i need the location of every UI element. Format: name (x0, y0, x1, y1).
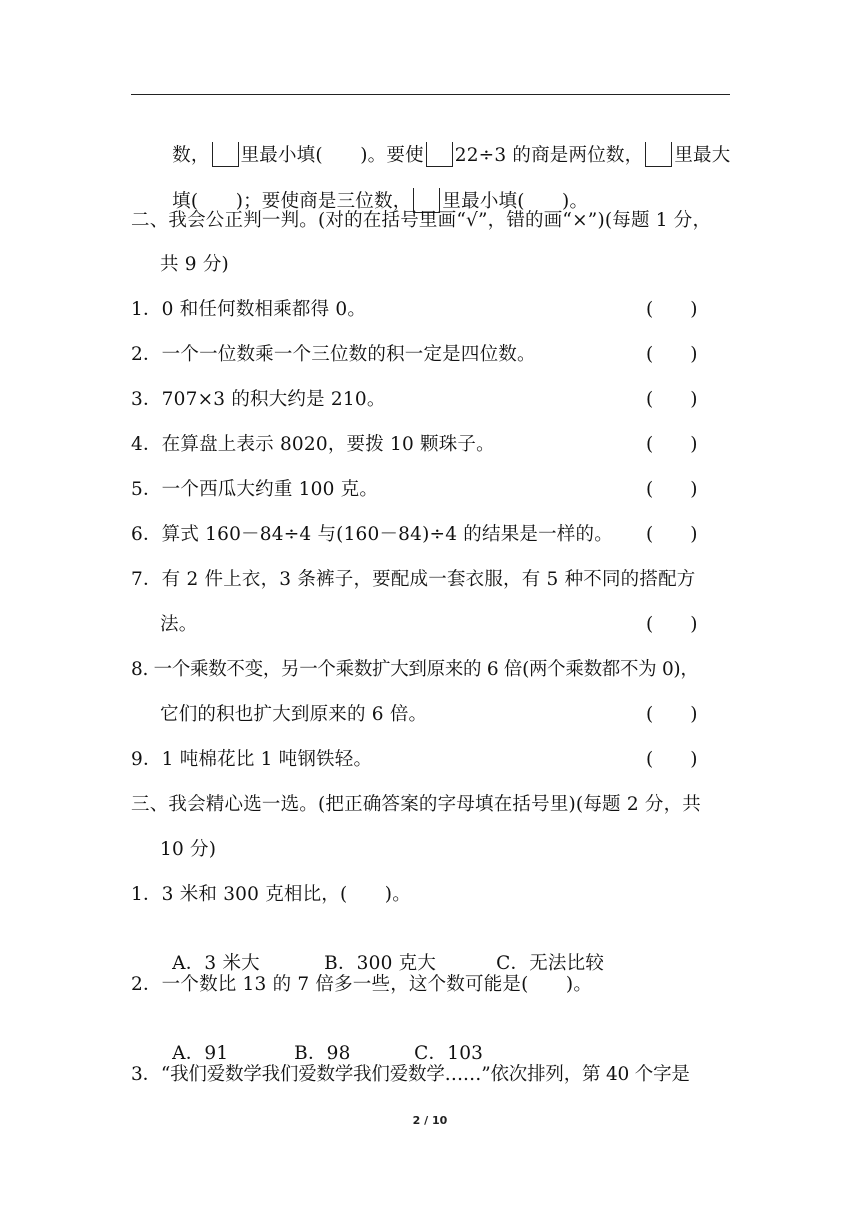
judge-question-3: 3．707×3 的积大约是 210。 (131, 389, 386, 410)
section3-title: 三、我会精心选一选。(把正确答案的字母填在括号里)(每题 2 分，共 (131, 794, 701, 815)
option-b[interactable]: B．300 克大 (324, 953, 437, 974)
digit-box[interactable] (645, 142, 672, 167)
answer-paren-8[interactable]: ( ) (646, 704, 698, 725)
option-c[interactable]: C．103 (414, 1043, 484, 1064)
section2-title: 二、我会公正判一判。(对的在括号里画“√”，错的画“×”)(每题 1 分， (131, 210, 712, 231)
page-number: 2 / 10 (412, 1114, 448, 1127)
answer-paren-9[interactable]: ( ) (646, 749, 698, 770)
choice-question-3: 3．“我们爱数学我们爱数学我们爱数学……”依次排列，第 40 个字是 (131, 1064, 690, 1085)
choice-options-1 (160, 928, 604, 976)
judge-question-7-cont: 法。 (160, 614, 198, 635)
judge-question-4: 4．在算盘上表示 8020，要拨 10 颗珠子。 (131, 434, 495, 455)
option-b[interactable]: B．98 (294, 1043, 351, 1064)
answer-paren-1[interactable]: ( ) (646, 299, 698, 320)
option-a[interactable]: A．91 (172, 1043, 229, 1064)
answer-paren-4[interactable]: ( ) (646, 434, 698, 455)
fill-blank-line-2 (160, 164, 588, 214)
section2-title-cont: 共 9 分) (160, 254, 229, 275)
judge-question-2: 2．一个一位数乘一个三位数的积一定是四位数。 (131, 344, 536, 365)
answer-paren-6[interactable]: ( ) (646, 524, 698, 545)
text-segment: 数， (172, 145, 210, 166)
judge-question-6: 6．算式 160－84÷4 与(160－84)÷4 的结果是一样的。 (131, 524, 613, 545)
judge-question-8: 8. 一个乘数不变，另一个乘数扩大到原来的 6 倍(两个乘数都不为 0)， (131, 659, 699, 680)
text-segment: 填( )；要使商是三位数， (172, 191, 412, 212)
answer-paren-5[interactable]: ( ) (646, 479, 698, 500)
judge-question-7: 7．有 2 件上衣，3 条裤子，要配成一套衣服，有 5 种不同的搭配方 (131, 569, 696, 590)
choice-question-2: 2．一个数比 13 的 7 倍多一些，这个数可能是( )。 (131, 974, 593, 995)
option-a[interactable]: A．3 米大 (172, 953, 260, 974)
answer-paren-2[interactable]: ( ) (646, 344, 698, 365)
section3-title-cont: 10 分) (160, 839, 217, 860)
judge-question-1: 1．0 和任何数相乘都得 0。 (131, 299, 367, 320)
option-c[interactable]: C．无法比较 (496, 953, 605, 974)
text-segment: 里最小填( )。 (442, 191, 589, 212)
judge-question-5: 5．一个西瓜大约重 100 克。 (131, 479, 379, 500)
answer-paren-7[interactable]: ( ) (646, 614, 698, 635)
text-segment: 里最大 (674, 145, 731, 166)
answer-paren-3[interactable]: ( ) (646, 389, 698, 410)
fill-blank-line-1 (160, 118, 730, 168)
choice-question-1: 1．3 米和 300 克相比，( )。 (131, 884, 411, 905)
choice-options-2 (160, 1018, 483, 1066)
text-segment: 里最小填( )。要使 (240, 145, 424, 166)
header-rule (131, 94, 730, 95)
judge-question-8-cont: 它们的积也扩大到原来的 6 倍。 (160, 704, 428, 725)
judge-question-9: 9．1 吨棉花比 1 吨钢铁轻。 (131, 749, 373, 770)
text-segment: 22÷3 的商是两位数， (454, 145, 644, 166)
